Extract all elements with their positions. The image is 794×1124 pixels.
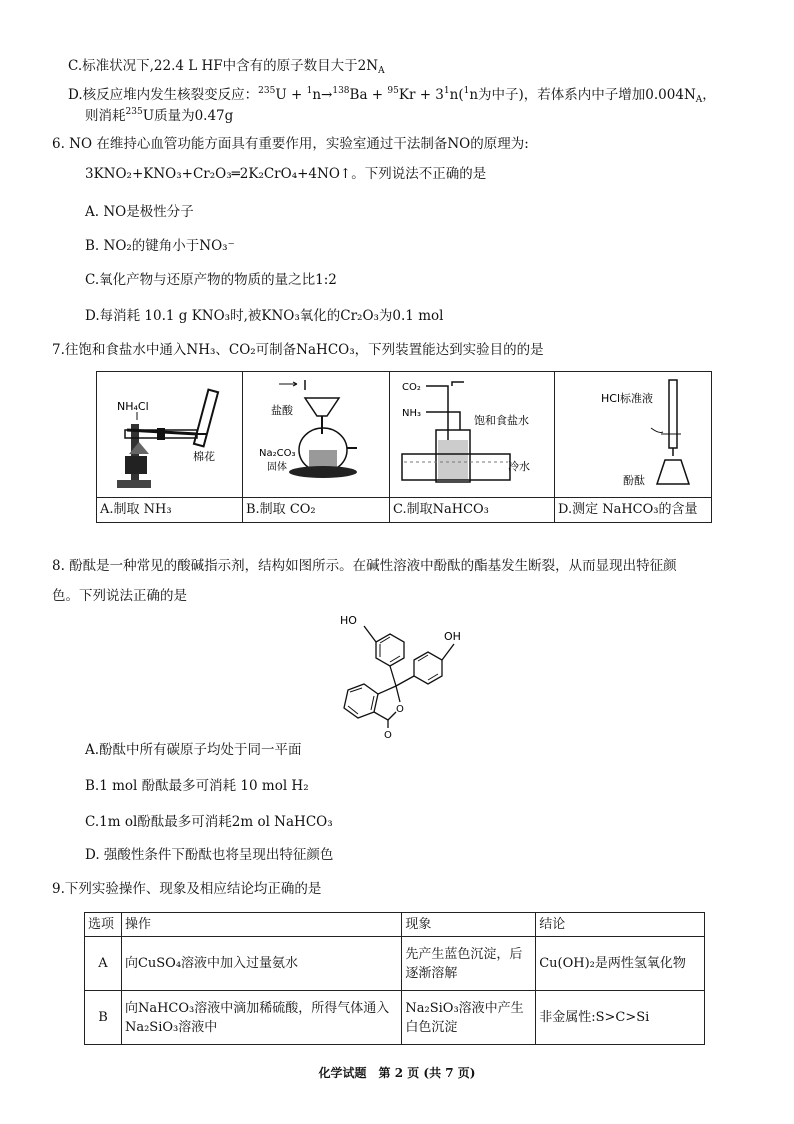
q8-option-d: D. 强酸性条件下酚酞也将呈现出特征颜色 xyxy=(85,847,334,863)
label-co2: CO₂ xyxy=(402,382,421,393)
q8-stem-line2: 色。下列说法正确的是 xyxy=(52,588,187,604)
header-conclusion: 结论 xyxy=(536,913,705,937)
phenolphthalein-structure xyxy=(334,612,504,738)
apparatus-a-drawing xyxy=(97,372,243,498)
label-brine: 饱和食盐水 xyxy=(474,414,529,427)
label-hcl-standard: HCl标准液 xyxy=(601,392,654,405)
table-header-row xyxy=(85,913,705,937)
row-b-option: B xyxy=(85,991,122,1045)
label-cold-water: 冷水 xyxy=(508,460,530,473)
row-a-conclusion: Cu(OH)₂是两性氢氧化物 xyxy=(536,937,705,991)
label-nh3: NH₃ xyxy=(402,408,422,419)
caption-c: C.制取NaHCO₃ xyxy=(390,497,554,522)
row-b-phenomenon: Na₂SiO₃溶液中产生白色沉淀 xyxy=(402,991,536,1045)
q7-stem: 7.往饱和食盐水中通入NH₃、CO₂可制备NaHCO₃，下列装置能达到实验目的的是 xyxy=(52,342,544,358)
header-operation: 操作 xyxy=(121,913,401,937)
page-footer: 化学试题 第 2 页 (共 7 页) xyxy=(318,1066,476,1080)
q8-option-a: A.酚酞中所有碳原子均处于同一平面 xyxy=(85,742,302,758)
q6-option-a: A. NO是极性分子 xyxy=(85,204,194,220)
apparatus-c-drawing xyxy=(390,372,555,498)
caption-a: A.制取 NH₃ xyxy=(97,497,242,522)
header-option: 选项 xyxy=(85,913,122,937)
q9-stem: 9.下列实验操作、现象及相应结论均正确的是 xyxy=(52,881,322,897)
label-cotton: 棉花 xyxy=(193,450,215,463)
q6-option-d: D.每消耗 10.1 g KNO₃时,被KNO₃氧化的Cr₂O₃为0.1 mol xyxy=(85,308,444,324)
label-o-ring: O xyxy=(396,704,404,715)
q8-option-c: C.1m ol酚酞最多可消耗2m ol NaHCO₃ xyxy=(85,814,333,830)
label-hcl: 盐酸 xyxy=(271,404,293,417)
q6-stem: 6. NO 在维持心血管功能方面具有重要作用，实验室通过干法制备NO的原理为: xyxy=(52,136,529,152)
label-oh: OH xyxy=(444,630,461,643)
q5-option-d: D.核反应堆内发生核裂变反应：$^{235}U + ^1n\to^{138}Ba + ^{95}Kr + 3^1n(^1n$为中子)，若体系内中子增加$0.004N_A$， xyxy=(68,86,716,105)
apparatus-b-drawing xyxy=(243,372,390,498)
row-b-operation: 向NaHCO₃溶液中滴加稀硫酸，所得气体通入 Na₂SiO₃溶液中 xyxy=(121,991,401,1045)
q6-equation: 3KNO₂+KNO₃+Cr₂O₃═2K₂CrO₄+4NO↑。下列说法不正确的是 xyxy=(85,166,487,182)
q5-option-d-mass: 则消耗$^{235}$U质量为0.47g xyxy=(85,107,234,124)
header-phenomenon: 现象 xyxy=(402,913,536,937)
apparatus-b xyxy=(243,372,390,522)
q9-experiment-table xyxy=(84,912,705,1045)
row-a-operation: 向CuSO₄溶液中加入过量氨水 xyxy=(121,937,401,991)
row-a-phenomenon: 先产生蓝色沉淀，后逐渐溶解 xyxy=(402,937,536,991)
label-nh4cl: NH₄Cl xyxy=(117,400,149,413)
label-o-carbonyl: O xyxy=(384,730,392,738)
apparatus-c xyxy=(390,372,555,522)
q5-option-c: C.标准状况下,22.4 L HF中含有的原子数目大于$2N_A$ xyxy=(68,58,385,76)
q6-option-c: C.氧化产物与还原产物的物质的量之比1:2 xyxy=(85,272,337,288)
q6-option-b: B. NO₂的键角小于NO₃⁻ xyxy=(85,238,235,254)
label-solid: 固体 xyxy=(267,462,287,473)
caption-b: B.制取 CO₂ xyxy=(243,497,389,522)
label-ho: HO xyxy=(340,614,357,627)
apparatus-d xyxy=(555,372,711,522)
table-row xyxy=(85,937,705,991)
q7-apparatus-table xyxy=(96,371,712,523)
apparatus-d-drawing xyxy=(555,372,711,498)
apparatus-a xyxy=(97,372,243,522)
q8-option-b: B.1 mol 酚酞最多可消耗 10 mol H₂ xyxy=(85,778,309,794)
caption-d: D.测定 NaHCO₃的含量 xyxy=(555,497,711,522)
label-na2co3: Na₂CO₃ xyxy=(259,448,296,459)
row-a-option: A xyxy=(85,937,122,991)
table-row xyxy=(85,991,705,1045)
label-phenolphthalein: 酚酞 xyxy=(623,474,645,487)
q8-stem-line1: 8. 酚酞是一种常见的酸碱指示剂，结构如图所示。在碱性溶液中酚酞的酯基发生断裂，从而显现出特征颜 xyxy=(52,558,677,574)
row-b-conclusion: 非金属性:S>C>Si xyxy=(536,991,705,1045)
